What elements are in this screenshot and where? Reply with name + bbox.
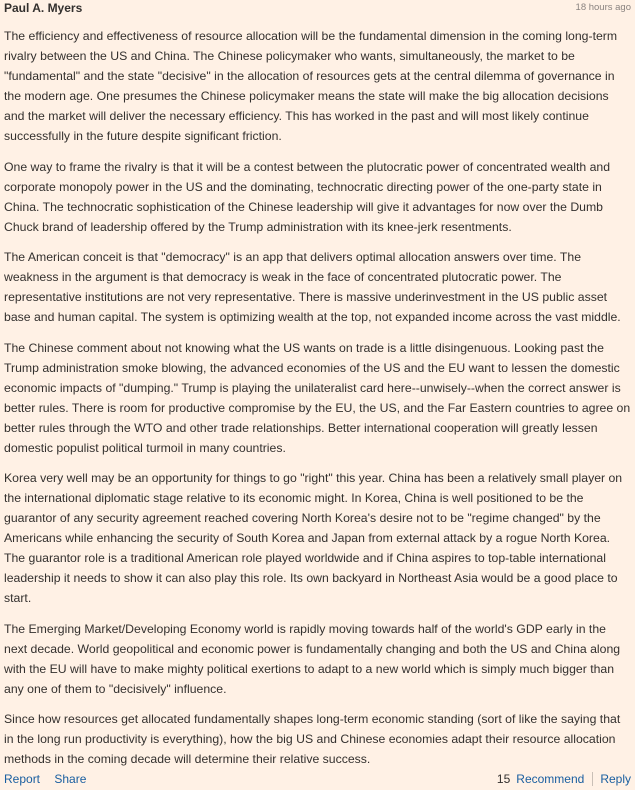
comment-paragraph-7: Since how resources get allocated fundamentally shapes long-term economic standing (sort of like the saying that in the long run productivity is everything), how the big US and Chinese economies adapt their resource allocation methods in the coming decade will determine their relative success. [4,712,621,766]
report-link[interactable]: Report [4,772,41,786]
comment-paragraph-6: The Emerging Market/Developing Economy world is rapidly moving towards half of the world's GDP early in the next decade. World geopolitical and economic power is fundamentally changing and both the US and China along with the EU will have to make mighty political exertions to adapt to a new world which is simply much bigger than any one of them to "decisively" influence. [4,621,621,696]
comment-header [4,0,631,16]
reply-button[interactable]: Reply [600,772,631,786]
comment-footer [4,770,631,788]
recommend-button[interactable]: Recommend [516,772,585,786]
comment-paragraph-3: The American conceit is that "democracy" is an app that delivers optimal allocation answers over time. The weakness in the argument is that democracy is weak in the face of concentrated plutocratic power. The representative institutions are not very representative. There is massive underinvestment in the US public asset base and human capital. The system is optimizing wealth at the top, not expanded income across the vast middle. [4,250,621,324]
comment-paragraph-5: Korea very well may be an opportunity for things to go "right" this year. China has been a relatively small player on the international diplomatic stage relative to its economic might. In Korea, China is well positioned to be the guarantor of any security agreement reached covering North Korea's desire not to be "regime changed" by the Americans while enhancing the security of South Korea and Japan from external attack by a rogue North Korea. The guarantor role is a traditional American role played worldwide and if China aspires to top-table international leadership it needs to show it can also play this role. Its own backyard in Northeast Asia would be a good place to start. [4,471,623,605]
comment-footer-left [4,772,97,786]
comment-paragraph-1: The efficiency and effectiveness of resource allocation will be the fundamental dimension in the coming long-term rivalry between the US and China. The Chinese policymaker who wants, simultaneously, the market to be "fundamental" and the state "decisive" in the allocation of resources gets at the central dilemma of governance in the modern age. One presumes the Chinese policymaker means the state will make the big allocation decisions and the market will deliver the necessary efficiency. This has worked in the past and will most likely continue successfully in the future despite significant friction. [4,29,618,143]
author-name[interactable]: Paul A. Myers [4,1,83,15]
comment-paragraph-4: The Chinese comment about not knowing what the US wants on trade is a little disingenuous. Looking past the Trump administration smoke blowing, the advanced economies of the US and the EU want to lessen the domestic economic impacts of "dumping." Trump is playing the unilateralist card here--unwisely--when the correct answer is better rules. There is room for productive compromise by the EU, the US, and the Far Eastern countries to agree on better rules through the WTO and other trade relationships. Better international cooperation will greatly lessen domestic populist political turmoil in many countries. [4,340,631,455]
share-link[interactable]: Share [54,772,87,786]
comment-footer-right [497,772,631,786]
comment-paragraph-2: One way to frame the rivalry is that it will be a contest between the plutocratic power of concentrated wealth and corporate monopoly power in the US and the dominating, technocratic directing power of the one-party state in China. The technocratic sophistication of the Chinese leadership will give it advantages for now over the Dumb Chuck brand of leadership offered by the Trump administration with its knee-jerk resentments. [4,159,611,234]
comment-timestamp: 18 hours ago [575,2,631,13]
footer-divider [592,772,593,786]
recommend-count: 15 [496,772,511,786]
comment-body [4,26,632,780]
